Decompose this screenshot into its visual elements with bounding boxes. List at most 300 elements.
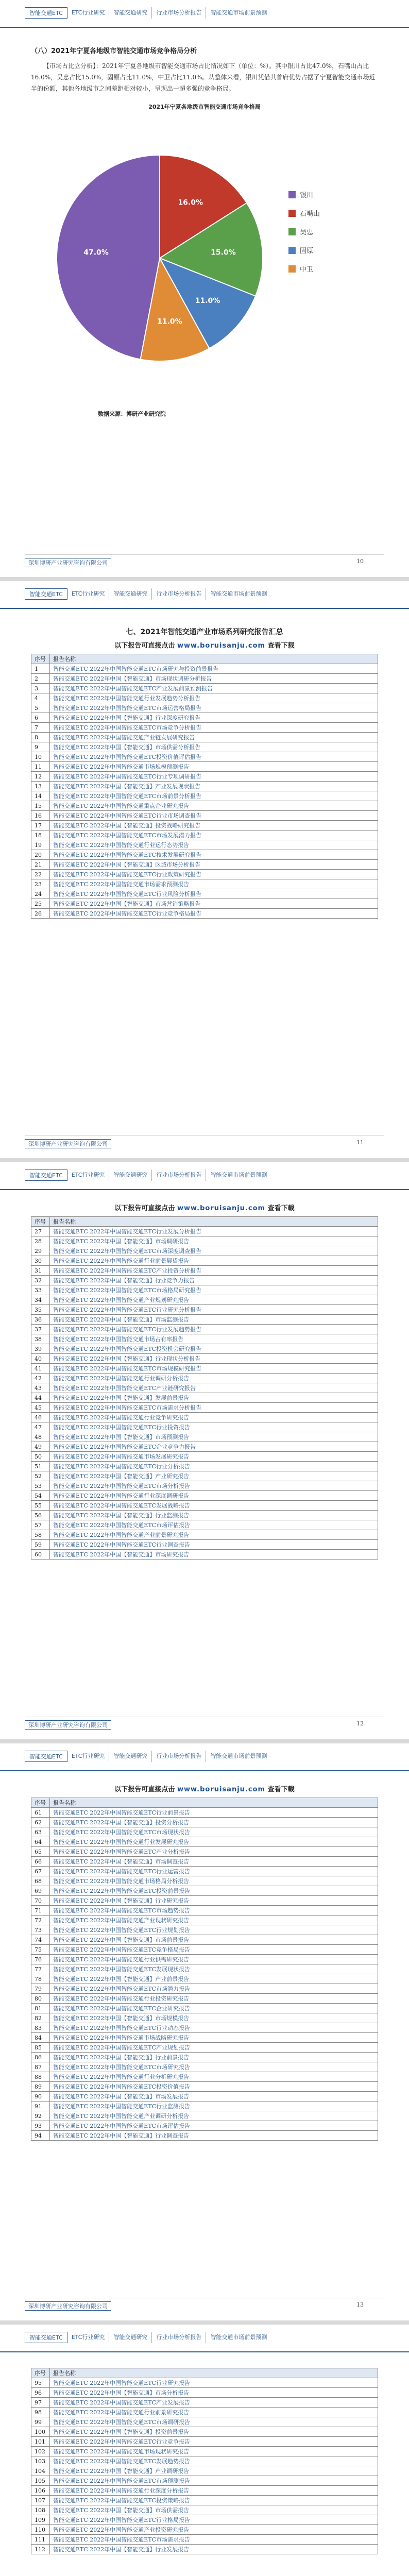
report-name-link[interactable]: 智能交通ETC 2022年中国【智能交通】行业竞争力报告 [50, 1276, 378, 1285]
report-name-link[interactable]: 智能交通ETC 2022年中国智能交通ETC行业风险分析报告 [50, 889, 378, 899]
legend-label: 石嘴山 [300, 210, 320, 218]
table-row[interactable] [31, 821, 378, 831]
report-name-link[interactable]: 智能交通ETC 2022年中国【智能交通】行业发展报告 [50, 2545, 378, 2554]
row-number: 57 [31, 1520, 50, 1530]
table-row[interactable] [31, 1442, 378, 1452]
table-row[interactable] [31, 1994, 378, 2004]
row-number: 85 [31, 2043, 50, 2053]
header-tab[interactable]: 智能交通市场前景预测 [210, 1172, 267, 1178]
report-name-link[interactable]: 智能交通ETC 2022年中国智能交通市场格局分析报告 [50, 1876, 378, 1886]
table-row[interactable] [31, 1285, 378, 1295]
report-name-link[interactable]: 智能交通ETC 2022年中国智能交通ETC行业规划报告 [50, 1925, 378, 1935]
report-name-link[interactable]: 智能交通ETC 2022年中国智能交通ETC投资策略报告 [50, 2496, 378, 2505]
report-name-link[interactable]: 智能交通ETC 2022年中国智能交通ETC市场调研报告 [50, 2417, 378, 2427]
report-name-link[interactable]: 智能交通ETC 2022年中国【智能交通】行业现状分析报告 [50, 1354, 378, 1364]
table-row[interactable] [31, 2417, 378, 2427]
table-row[interactable] [31, 1266, 378, 1276]
table-row[interactable] [31, 1867, 378, 1876]
header-tab[interactable]: 行业市场分析报告 [152, 1751, 206, 1762]
row-number: 29 [31, 1246, 50, 1256]
table-row[interactable] [31, 2466, 378, 2476]
row-number: 56 [31, 1511, 50, 1520]
table-row[interactable] [31, 2505, 378, 2515]
table-row[interactable] [31, 2476, 378, 2486]
report-name-link[interactable]: 智能交通ETC 2022年中国智能交通产业链发展研究报告 [50, 733, 378, 742]
row-number: 27 [31, 1227, 50, 1236]
legend-label: 银川 [300, 192, 314, 199]
report-name-link[interactable]: 智能交通ETC 2022年中国智能交通ETC技术发展研究报告 [50, 850, 378, 860]
table-row[interactable] [31, 1315, 378, 1325]
table-row[interactable] [31, 1452, 378, 1462]
table-row[interactable] [31, 1501, 378, 1511]
report-name-link[interactable]: 智能交通ETC 2022年中国【智能交通】投资前景报告 [50, 2427, 378, 2437]
table-row[interactable] [31, 742, 378, 752]
table-row[interactable] [31, 2496, 378, 2505]
row-number: 98 [31, 2408, 50, 2417]
report-name-link[interactable]: 智能交通ETC 2022年中国智能交通ETC行业研究分析报告 [50, 1305, 378, 1315]
table-row[interactable] [31, 664, 378, 674]
table-row[interactable] [31, 1916, 378, 1925]
table-row[interactable] [31, 1305, 378, 1315]
report-name-link[interactable]: 智能交通ETC 2022年中国【智能交通】市场供需分析报告 [50, 742, 378, 752]
table-row[interactable] [31, 831, 378, 840]
report-name-link[interactable]: 智能交通ETC 2022年中国智能交通ETC市场预测报告 [50, 2476, 378, 2486]
table-row[interactable] [31, 2447, 378, 2456]
row-number: 34 [31, 1295, 50, 1305]
report-name-link[interactable]: 智能交通ETC 2022年中国【智能交通】市场营销策略报告 [50, 899, 378, 909]
table-row[interactable] [31, 2398, 378, 2408]
header-tab[interactable]: 行业市场分析报告 [152, 7, 206, 19]
report-name-link[interactable]: 智能交通ETC 2022年中国【智能交通】市场发展报告 [50, 2092, 378, 2102]
row-number: 18 [31, 831, 50, 840]
table-row[interactable] [31, 1540, 378, 1550]
table-row[interactable] [31, 1413, 378, 1422]
table-row[interactable] [31, 1295, 378, 1305]
report-name-link[interactable]: 智能交通ETC 2022年中国智能交通产业现状研究报告 [50, 1916, 378, 1925]
table-row[interactable] [31, 1550, 378, 1560]
report-name-link[interactable]: 智能交通ETC 2022年中国智能交通市场战略研究报告 [50, 2033, 378, 2043]
table-row[interactable] [31, 2013, 378, 2023]
report-name-link[interactable]: 智能交通ETC 2022年中国【智能交通】发展前景报告 [50, 1393, 378, 1403]
page-header [0, 1162, 409, 1190]
report-name-link[interactable]: 智能交通ETC 2022年中国智能交通ETC产业发展前景预测报告 [50, 684, 378, 693]
table-row[interactable] [31, 1432, 378, 1442]
report-name-link[interactable]: 智能交通ETC 2022年中国智能交通市场现状研究报告 [50, 2447, 378, 2456]
report-name-link[interactable]: 智能交通ETC 2022年中国智能交通市场发展研究报告 [50, 1452, 378, 1462]
report-name-link[interactable]: 智能交通ETC 2022年中国智能交通ETC投资机会研究报告 [50, 1344, 378, 1354]
header-tab[interactable]: ETC行业研究 [67, 1751, 110, 1762]
footer-company: 深圳博研产业研究咨询有限公司 [25, 558, 111, 567]
table-row[interactable] [31, 1945, 378, 1955]
table-row[interactable] [31, 1886, 378, 1896]
report-name-link[interactable]: 智能交通ETC 2022年中国智能交通ETC投资价值报告 [50, 2082, 378, 2092]
report-name-link[interactable]: 智能交通ETC 2022年中国智能交通ETC行业专项调研报告 [50, 772, 378, 782]
table-row[interactable] [31, 703, 378, 713]
table-row[interactable] [31, 1935, 378, 1945]
report-name-link[interactable]: 智能交通ETC 2022年中国智能交通ETC行业监测报告 [50, 2102, 378, 2111]
table-row[interactable] [31, 2378, 378, 2388]
report-name-link[interactable]: 智能交通ETC 2022年中国智能交通ETC市场发展潜力报告 [50, 831, 378, 840]
table-row[interactable] [31, 1847, 378, 1857]
report-name-link[interactable]: 智能交通ETC 2022年中国智能交通ETC市场潜力报告 [50, 1984, 378, 1994]
table-row[interactable] [31, 2388, 378, 2398]
table-row[interactable] [31, 850, 378, 860]
report-name-link[interactable]: 智能交通ETC 2022年中国【智能交通】市场监测报告 [50, 1315, 378, 1325]
table-row[interactable] [31, 772, 378, 782]
table-row[interactable] [31, 801, 378, 811]
report-name-link[interactable]: 智能交通ETC 2022年中国【智能交通】区域市场分析报告 [50, 860, 378, 870]
header-tab[interactable]: 智能交通ETC [25, 588, 67, 600]
table-row[interactable] [31, 1471, 378, 1481]
report-name-link[interactable]: 智能交通ETC 2022年中国智能交通ETC竞争格局报告 [50, 1945, 378, 1955]
table-row[interactable] [31, 2545, 378, 2554]
header-tab[interactable]: ETC行业研究 [67, 7, 110, 19]
report-name-link[interactable]: 智能交通ETC 2022年中国智能交通ETC市场前景分析报告 [50, 791, 378, 801]
table-row[interactable] [31, 684, 378, 693]
row-number: 43 [31, 1383, 50, 1393]
report-name-link[interactable]: 智能交通ETC 2022年中国【智能交通】市场供需报告 [50, 2505, 378, 2515]
table-row[interactable] [31, 2456, 378, 2466]
report-name-link[interactable]: 智能交通ETC 2022年中国智能交通ETC行业政策研究报告 [50, 870, 378, 879]
row-number: 74 [31, 1935, 50, 1945]
report-name-link[interactable]: 智能交通ETC 2022年中国智能交通ETC市场需求分析报告 [50, 1403, 378, 1413]
table-row[interactable] [31, 1325, 378, 1334]
report-name-link[interactable]: 智能交通ETC 2022年中国【智能交通】投资分析报告 [50, 1818, 378, 1827]
report-name-link[interactable]: 智能交通ETC 2022年中国智能交通ETC市场格局研究报告 [50, 1285, 378, 1295]
report-name-link[interactable]: 智能交通ETC 2022年中国【智能交通】市场调查报告 [50, 1857, 378, 1867]
header-tab[interactable]: 智能交通研究 [109, 1751, 152, 1762]
report-name-link[interactable]: 智能交通ETC 2022年中国智能交通ETC产业投资分析报告 [50, 1266, 378, 1276]
header-tab[interactable]: ETC行业研究 [67, 1170, 110, 1181]
row-number: 36 [31, 1315, 50, 1325]
page-footer [25, 1136, 384, 1149]
table-row[interactable] [31, 2486, 378, 2496]
report-name-link[interactable]: 智能交通ETC 2022年中国智能交通ETC行业运营报告 [50, 1867, 378, 1876]
table-row[interactable] [31, 840, 378, 850]
table-row[interactable] [31, 2525, 378, 2535]
row-number: 15 [31, 801, 50, 811]
table-row[interactable] [31, 1364, 378, 1374]
report-name-link[interactable]: 智能交通ETC 2022年中国【智能交通】产业发展现状报告 [50, 782, 378, 791]
table-row[interactable] [31, 909, 378, 919]
table-row[interactable] [31, 1256, 378, 1266]
table-row[interactable] [31, 713, 378, 723]
header-tab[interactable]: ETC行业研究 [67, 588, 110, 600]
row-number: 12 [31, 772, 50, 782]
row-number: 95 [31, 2378, 50, 2388]
header-tab[interactable]: 行业市场分析报告 [152, 588, 206, 600]
report-name-link[interactable]: 智能交通ETC 2022年中国【智能交通】行业监测报告 [50, 1511, 378, 1520]
page-number: 10 [356, 558, 364, 565]
header-tab[interactable]: 智能交通市场前景预测 [210, 2334, 267, 2341]
table-row[interactable] [31, 889, 378, 899]
report-name-link[interactable]: 智能交通ETC 2022年中国智能交通ETC市场评估报告 [50, 2121, 378, 2131]
table-row[interactable] [31, 1236, 378, 1246]
table-row[interactable] [31, 2131, 378, 2141]
table-row[interactable] [31, 1964, 378, 1974]
row-number: 44 [31, 1393, 50, 1403]
report-name-link[interactable]: 智能交通ETC 2022年中国智能交通行业发展趋势分析报告 [50, 693, 378, 703]
table-row[interactable] [31, 1354, 378, 1364]
report-name-link[interactable]: 智能交通ETC 2022年中国智能交通产业规划研究报告 [50, 1295, 378, 1305]
table-row[interactable] [31, 782, 378, 791]
table-row[interactable] [31, 791, 378, 801]
header-tab[interactable]: 行业市场分析报告 [152, 2332, 206, 2343]
download-suffix: 查看下载 [267, 1205, 295, 1212]
row-number: 60 [31, 1550, 50, 1560]
table-row[interactable] [31, 723, 378, 733]
table-row[interactable] [31, 2072, 378, 2082]
table-row[interactable] [31, 2102, 378, 2111]
row-number: 99 [31, 2417, 50, 2427]
header-tab[interactable]: ETC行业研究 [67, 2332, 110, 2343]
table-row[interactable] [31, 1344, 378, 1354]
report-name-link[interactable]: 智能交通ETC 2022年中国智能交通ETC行业前景报告 [50, 1808, 378, 1818]
table-row[interactable] [31, 2437, 378, 2447]
table-row[interactable] [31, 1403, 378, 1413]
report-name-link[interactable]: 智能交通ETC 2022年中国智能交通ETC市场需求报告 [50, 2535, 378, 2545]
table-row[interactable] [31, 1481, 378, 1491]
col-header-no: 序号 [31, 2368, 50, 2378]
report-name-link[interactable]: 智能交通ETC 2022年中国智能交通ETC发展趋势报告 [50, 2456, 378, 2466]
report-name-link[interactable]: 智能交通ETC 2022年中国【智能交通】行业前景报告 [50, 2053, 378, 2062]
table-row[interactable] [31, 1818, 378, 1827]
table-row[interactable] [31, 1906, 378, 1916]
report-name-link[interactable]: 智能交通ETC 2022年中国智能交通市场占有率报告 [50, 1334, 378, 1344]
report-name-link[interactable]: 智能交通ETC 2022年中国智能交通ETC市场竞争分析报告 [50, 723, 378, 733]
table-row[interactable] [31, 1520, 378, 1530]
report-name-link[interactable]: 智能交通ETC 2022年中国【智能交通】行业研究报告 [50, 1896, 378, 1906]
report-name-link[interactable]: 智能交通ETC 2022年中国智能交通ETC发展现状报告 [50, 1964, 378, 1974]
header-tab[interactable]: 智能交通市场前景预测 [210, 1753, 267, 1759]
header-tab[interactable]: 智能交通ETC [25, 7, 67, 19]
row-number: 41 [31, 1364, 50, 1374]
report-name-link[interactable]: 智能交通ETC 2022年中国智能交通产业前景研究报告 [50, 1530, 378, 1540]
report-name-link[interactable]: 智能交通ETC 2022年中国【智能交通】行业调查报告 [50, 2131, 378, 2141]
table-row[interactable] [31, 1246, 378, 1256]
download-label: 以下报告可直接点击 [114, 1786, 175, 1793]
table-row[interactable] [31, 1925, 378, 1935]
report-page [0, 0, 409, 577]
report-name-link[interactable]: 智能交通ETC 2022年中国智能交通ETC市场规模研究报告 [50, 1364, 378, 1374]
header-tab[interactable]: 智能交通研究 [109, 7, 152, 19]
header-tab[interactable]: 智能交通ETC [25, 1170, 67, 1181]
table-row[interactable] [31, 1857, 378, 1867]
report-name-link[interactable]: 智能交通ETC 2022年中国智能交通行业调研分析报告 [50, 1374, 378, 1383]
report-name-link[interactable]: 智能交通ETC 2022年中国智能交通市场需求预测报告 [50, 879, 378, 889]
table-row[interactable] [31, 1383, 378, 1393]
row-number: 96 [31, 2388, 50, 2398]
report-name-link[interactable]: 智能交通ETC 2022年中国智能交通ETC行业投资报告 [50, 1422, 378, 1432]
report-name-link[interactable]: 智能交通ETC 2022年中国【智能交通】市场调研报告 [50, 1236, 378, 1246]
table-row[interactable] [31, 1974, 378, 1984]
report-table [31, 1216, 378, 1560]
report-name-link[interactable]: 智能交通ETC 2022年中国智能交通ETC市场现状报告 [50, 1827, 378, 1837]
report-name-link[interactable]: 智能交通ETC 2022年中国智能交通ETC行业分析报告 [50, 1462, 378, 1471]
table-row[interactable] [31, 860, 378, 870]
report-name-link[interactable]: 智能交通ETC 2022年中国智能交通行业供需研究报告 [50, 1955, 378, 1964]
table-row[interactable] [31, 1808, 378, 1818]
report-name-link[interactable]: 智能交通ETC 2022年中国智能交通ETC发展战略报告 [50, 1501, 378, 1511]
table-row[interactable] [31, 693, 378, 703]
report-name-link[interactable]: 智能交通ETC 2022年中国智能交通ETC行业竞争报告 [50, 2437, 378, 2447]
table-row[interactable] [31, 2023, 378, 2033]
header-tab[interactable]: 智能交通ETC [25, 1751, 67, 1762]
report-name-link[interactable]: 智能交通ETC 2022年中国智能交通ETC市场趋势报告 [50, 1906, 378, 1916]
table-row[interactable] [31, 2053, 378, 2062]
report-name-link[interactable]: 智能交通ETC 2022年中国智能交通ETC行业发展分析报告 [50, 1227, 378, 1236]
report-name-link[interactable]: 智能交通ETC 2022年中国智能交通ETC行业市场调查报告 [50, 811, 378, 821]
table-row[interactable] [31, 1393, 378, 1403]
pie-data-label: 11.0% [157, 317, 182, 326]
page-footer [25, 554, 384, 568]
report-name-link[interactable]: 智能交通ETC 2022年中国智能交通ETC行业格局报告 [50, 2515, 378, 2525]
report-name-link[interactable]: 智能交通ETC 2022年中国【智能交通】产业调研报告 [50, 2466, 378, 2476]
report-name-link[interactable]: 智能交通ETC 2022年中国【智能交通】产业研究报告 [50, 1471, 378, 1481]
table-row[interactable] [31, 1896, 378, 1906]
col-header-name: 报告名称 [50, 654, 378, 664]
report-name-link[interactable]: 智能交通ETC 2022年中国【智能交通】市场现状调研分析报告 [50, 674, 378, 684]
report-name-link[interactable]: 智能交通ETC 2022年中国智能交通重点企业研究报告 [50, 801, 378, 811]
header-tab[interactable]: 智能交通ETC [25, 2332, 67, 2343]
report-name-link[interactable]: 智能交通ETC 2022年中国智能交通ETC市场评估报告 [50, 1520, 378, 1530]
header-tab[interactable]: 智能交通研究 [109, 1170, 152, 1181]
row-number: 61 [31, 1808, 50, 1818]
page-header [0, 1743, 409, 1771]
report-name-link[interactable]: 智能交通ETC 2022年中国智能交通ETC行业动态报告 [50, 2023, 378, 2033]
row-number: 14 [31, 791, 50, 801]
header-tab[interactable]: 智能交通研究 [109, 2332, 152, 2343]
row-number: 51 [31, 1462, 50, 1471]
report-name-link[interactable]: 智能交通ETC 2022年中国智能交通行业深度分析报告 [50, 2486, 378, 2496]
table-row[interactable] [31, 1276, 378, 1285]
report-name-link[interactable]: 智能交通ETC 2022年中国【智能交通】投资战略研究报告 [50, 821, 378, 831]
table-row[interactable] [31, 1227, 378, 1236]
table-row[interactable] [31, 2111, 378, 2121]
table-row[interactable] [31, 1955, 378, 1964]
table-row[interactable] [31, 2515, 378, 2525]
header-tab[interactable]: 智能交通市场前景预测 [210, 590, 267, 597]
report-name-link[interactable]: 智能交通ETC 2022年中国智能交通ETC产业发展报告 [50, 2398, 378, 2408]
report-name-link[interactable]: 智能交通ETC 2022年中国智能交通行业竞争研究报告 [50, 1413, 378, 1422]
table-row[interactable] [31, 1462, 378, 1471]
report-name-link[interactable]: 智能交通ETC 2022年中国【智能交通】行业深度研究报告 [50, 713, 378, 723]
report-name-link[interactable]: 智能交通ETC 2022年中国【智能交通】市场预测报告 [50, 1432, 378, 1442]
table-row[interactable] [31, 899, 378, 909]
download-suffix: 查看下载 [267, 1786, 295, 1793]
row-number: 22 [31, 870, 50, 879]
report-name-link[interactable]: 智能交通ETC 2022年中国智能交通ETC行业调查报告 [50, 1540, 378, 1550]
report-name-link[interactable]: 智能交通ETC 2022年中国智能交通ETC市场运营格局报告 [50, 703, 378, 713]
table-row[interactable] [31, 2408, 378, 2417]
report-name-link[interactable]: 智能交通ETC 2022年中国【智能交通】产业前景报告 [50, 1974, 378, 1984]
table-row[interactable] [31, 1827, 378, 1837]
page-number: 13 [356, 2301, 364, 2308]
row-number: 78 [31, 1974, 50, 1984]
report-name-link[interactable]: 智能交通ETC 2022年中国智能交通ETC产业规划报告 [50, 2043, 378, 2053]
table-row[interactable] [31, 2004, 378, 2013]
report-name-link[interactable]: 智能交通ETC 2022年中国智能交通产业调研分析报告 [50, 2111, 378, 2121]
report-name-link[interactable]: 智能交通ETC 2022年中国智能交通ETC企业竞争力报告 [50, 1442, 378, 1452]
report-name-link[interactable]: 智能交通ETC 2022年中国智能交通行业深度调研报告 [50, 1491, 378, 1501]
report-name-link[interactable]: 智能交通ETC 2022年中国智能交通ETC产业分析报告 [50, 1847, 378, 1857]
table-row[interactable] [31, 1491, 378, 1501]
table-row[interactable] [31, 733, 378, 742]
table-row[interactable] [31, 1334, 378, 1344]
header-tab[interactable]: 智能交通研究 [109, 588, 152, 600]
report-name-link[interactable]: 智能交通ETC 2022年中国智能交通行业运行态势报告 [50, 840, 378, 850]
report-name-link[interactable]: 智能交通ETC 2022年中国智能交通ETC投资价值评估报告 [50, 752, 378, 762]
download-link[interactable]: www.boruisanju.com [177, 1786, 266, 1793]
report-name-link[interactable]: 智能交通ETC 2022年中国智能交通ETC行业研究报告 [50, 2378, 378, 2388]
report-name-link[interactable]: 智能交通ETC 2022年中国智能交通行业投资研究报告 [50, 1994, 378, 2004]
page-header [0, 581, 409, 609]
table-row[interactable] [31, 2092, 378, 2102]
table-row[interactable] [31, 1374, 378, 1383]
report-name-link[interactable]: 智能交通ETC 2022年中国智能交通ETC企业研究报告 [50, 2004, 378, 2013]
report-name-link[interactable]: 智能交通ETC 2022年中国智能交通ETC市场研究报告 [50, 2062, 378, 2072]
report-name-link[interactable]: 智能交通ETC 2022年中国智能交通ETC行业发展趋势报告 [50, 1325, 378, 1334]
table-row[interactable] [31, 879, 378, 889]
report-name-link[interactable]: 智能交通ETC 2022年中国智能交通产业投资研究报告 [50, 2525, 378, 2535]
table-row[interactable] [31, 2535, 378, 2545]
report-name-link[interactable]: 智能交通ETC 2022年中国智能交通ETC产业链研究报告 [50, 1383, 378, 1393]
report-table [31, 654, 378, 919]
table-row[interactable] [31, 1984, 378, 1994]
table-row[interactable] [31, 1530, 378, 1540]
table-row[interactable] [31, 811, 378, 821]
table-row[interactable] [31, 752, 378, 762]
table-row[interactable] [31, 2121, 378, 2131]
col-header-no: 序号 [31, 654, 50, 664]
header-tab[interactable]: 智能交通市场前景预测 [210, 9, 267, 16]
row-number: 16 [31, 811, 50, 821]
report-name-link[interactable]: 智能交通ETC 2022年中国【智能交通】市场前景报告 [50, 1935, 378, 1945]
report-name-link[interactable]: 智能交通ETC 2022年中国智能交通ETC市场研究与投资前景报告 [50, 664, 378, 674]
report-name-link[interactable]: 智能交通ETC 2022年中国智能交通行业发展研究报告 [50, 1837, 378, 1847]
table-row[interactable] [31, 1837, 378, 1847]
table-row[interactable] [31, 1876, 378, 1886]
chart-title: 2021年宁夏各地级市智能交通市场竞争格局 [148, 104, 261, 110]
report-name-link[interactable]: 智能交通ETC 2022年中国智能交通市场规模预测报告 [50, 762, 378, 772]
table-row[interactable] [31, 2082, 378, 2092]
table-row[interactable] [31, 2043, 378, 2053]
table-row[interactable] [31, 2033, 378, 2043]
table-row[interactable] [31, 2427, 378, 2437]
report-name-link[interactable]: 智能交通ETC 2022年中国智能交通行业前景展望报告 [50, 1256, 378, 1266]
report-name-link[interactable]: 智能交通ETC 2022年中国智能交通ETC投资前景报告 [50, 1886, 378, 1896]
table-row[interactable] [31, 870, 378, 879]
download-link[interactable]: www.boruisanju.com [177, 642, 266, 650]
report-name-link[interactable]: 智能交通ETC 2022年中国智能交通行业前景研究报告 [50, 2408, 378, 2417]
table-row[interactable] [31, 674, 378, 684]
report-name-link[interactable]: 智能交通ETC 2022年中国【智能交通】市场规模报告 [50, 2013, 378, 2023]
report-name-link[interactable]: 智能交通ETC 2022年中国智能交通行业分析研究报告 [50, 2072, 378, 2082]
table-row[interactable] [31, 1511, 378, 1520]
report-name-link[interactable]: 智能交通ETC 2022年中国【智能交通】市场分析报告 [50, 2388, 378, 2398]
table-row[interactable] [31, 1422, 378, 1432]
report-name-link[interactable]: 智能交通ETC 2022年中国智能交通ETC市场深度调查报告 [50, 1246, 378, 1256]
report-name-link[interactable]: 智能交通ETC 2022年中国智能交通ETC市场分析报告 [50, 1481, 378, 1491]
header-tab[interactable]: 行业市场分析报告 [152, 1170, 206, 1181]
row-number: 6 [31, 713, 50, 723]
report-name-link[interactable]: 智能交通ETC 2022年中国【智能交通】市场研究报告 [50, 1550, 378, 1560]
download-link[interactable]: www.boruisanju.com [177, 1205, 266, 1212]
table-row[interactable] [31, 762, 378, 772]
report-name-link[interactable]: 智能交通ETC 2022年中国智能交通ETC行业竞争格局报告 [50, 909, 378, 919]
legend-swatch [288, 247, 296, 254]
table-row[interactable] [31, 2062, 378, 2072]
